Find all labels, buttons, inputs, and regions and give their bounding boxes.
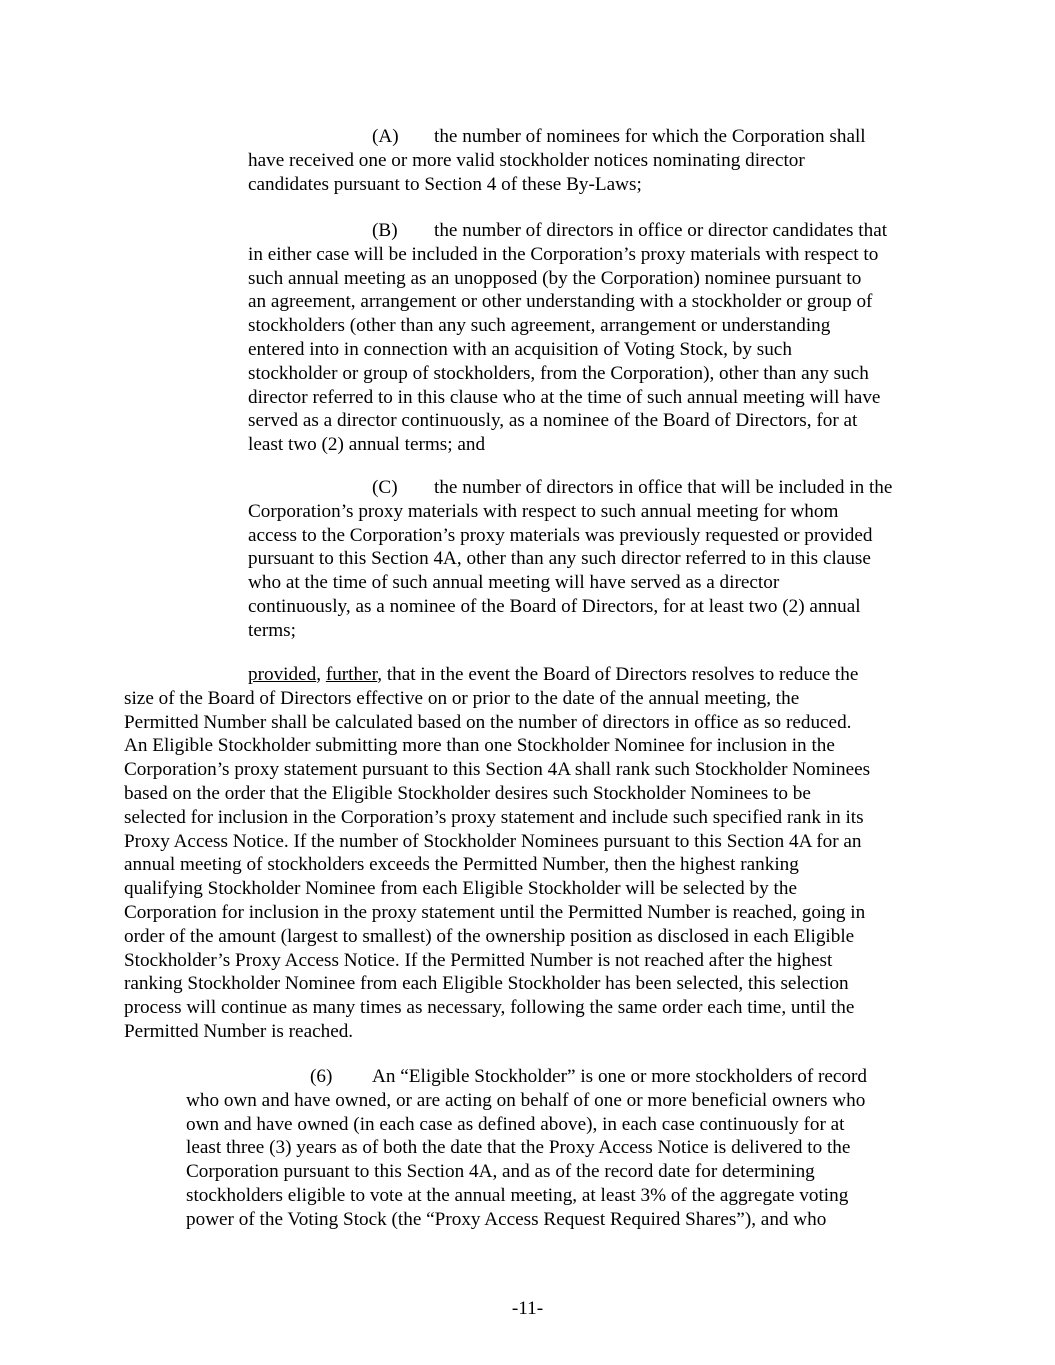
- clause-a-label: (A): [372, 126, 399, 147]
- page-number: -11-: [511, 1298, 544, 1319]
- proviso-line: Permitted Number shall be calculated based on the number of directors in office as so reduced.: [124, 711, 852, 733]
- clause-a: [248, 125, 866, 196]
- clause-c-label: (C): [372, 477, 398, 498]
- clause-b-line: an agreement, arrangement or other understanding with a stockholder or group of: [248, 291, 873, 313]
- proviso-line: qualifying Stockholder Nominee from each Eligible Stockholder will be selected by the: [124, 878, 797, 900]
- item-6-line: stockholders eligible to vote at the annual meeting, at least 3% of the aggregate voting: [186, 1184, 849, 1206]
- provided-term: provided: [248, 664, 317, 685]
- proviso-line: Permitted Number is reached.: [124, 1020, 354, 1042]
- item-6-line: least three (3) years as of both the date that the Proxy Access Notice is delivered to the: [186, 1137, 851, 1159]
- item-6-line: who own and have owned, or are acting on behalf of one or more beneficial owners who: [186, 1089, 866, 1111]
- clause-c-line: who at the time of such annual meeting will have served as a director: [248, 572, 780, 594]
- clause-b-line: least two (2) annual terms; and: [248, 434, 486, 456]
- clause-c-line: the number of directors in office that will be included in the: [434, 477, 893, 498]
- further-term: further: [325, 664, 378, 685]
- item-6-line: Corporation pursuant to this Section 4A, and as of the record date for determining: [186, 1161, 815, 1183]
- clause-a-line: have received one or more valid stockholder notices nominating director: [248, 149, 805, 171]
- clause-a-line: candidates pursuant to Section 4 of these By-Laws;: [248, 173, 642, 195]
- clause-b-line: in either case will be included in the Corporation’s proxy materials with respect to: [248, 243, 879, 265]
- clause-b-label: (B): [372, 220, 398, 241]
- item-6-line: power of the Voting Stock (the “Proxy Access Request Required Shares”), and who: [186, 1208, 827, 1230]
- clause-c: [248, 476, 892, 643]
- proviso-line: Proxy Access Notice. If the number of Stockholder Nominees pursuant to this Section 4A for an: [124, 830, 862, 852]
- proviso-line: Corporation’s proxy statement pursuant to this Section 4A shall rank such Stockholder Nominees: [124, 759, 871, 781]
- clause-b-line: stockholder or group of stockholders, from the Corporation), other than any such: [248, 362, 869, 384]
- clause-b-line: such annual meeting as an unopposed (by the Corporation) nominee pursuant to: [248, 267, 862, 289]
- proviso-line: An Eligible Stockholder submitting more than one Stockholder Nominee for inclusion in the: [124, 735, 835, 757]
- clause-b: [248, 219, 887, 457]
- proviso-paragraph: provided, further, that in the event the Board of Directors resolves to reduce the size of the Board of Directors effective on or prior to the date of the annual meeting, the Permitted Number shall be calculated based on the number of directors in office as so reduced. An Eligible Stockholder submitting more than one Stockholder Nominee for inclusion in the Corporation’s proxy statement pursuant to this Section 4A shall rank such Stockholder Nominees based on the order that the Eligible Stockholder desires such Stockholder Nominees to be selected for inclusion in the Corporation’s proxy statement and include such specified rank in its Proxy Access Notice. If the number of Stockholder Nominees pursuant to this Section 4A for an annual meeting of stockholders exceeds the Permitted Number, then the highest ranking qualifying Stockholder Nominee from each Eligible Stockholder will be selected by the Corporation for inclusion in the proxy statement until the Permitted Number is reached, going in order of the amount (largest to smallest) of the ownership position as disclosed in each Eligible Stockholder’s Proxy Access Notice. If the Permitted Number is not reached after the highest ranking Stockholder Nominee from each Eligible Stockholder has been selected, this selection process will continue as many times as necessary, following the same order each time, until the Permitted Number is reached.: [124, 664, 871, 1042]
- clause-c-line: access to the Corporation’s proxy materials was previously requested or provided: [248, 524, 873, 546]
- proviso-line: process will continue as many times as necessary, following the same order each time, until the: [124, 997, 855, 1019]
- item-6-line: An “Eligible Stockholder” is one or more stockholders of record: [372, 1066, 868, 1087]
- proviso-line: order of the amount (largest to smallest) of the ownership position as disclosed in each Eligible: [124, 925, 855, 947]
- clause-a-line: the number of nominees for which the Corporation shall: [434, 126, 866, 147]
- item-6-line: own and have owned (in each case as defined above), in each case continuously for at: [186, 1113, 845, 1135]
- clause-b-line: stockholders (other than any such agreement, arrangement or understanding: [248, 315, 831, 337]
- clause-c-line: continuously, as a nominee of the Board of Directors, for at least two (2) annual: [248, 595, 861, 617]
- clause-b-line: the number of directors in office or director candidates that: [434, 220, 888, 241]
- proviso-line: annual meeting of stockholders exceeds the Permitted Number, then the highest ranking: [124, 854, 799, 876]
- clause-c-line: pursuant to this Section 4A, other than any such director referred to in this clause: [248, 548, 871, 570]
- proviso-line: size of the Board of Directors effective on or prior to the date of the annual meeting, the: [124, 687, 800, 709]
- proviso-line: Stockholder’s Proxy Access Notice. If the Permitted Number is not reached after the highest: [124, 949, 833, 971]
- clause-c-line: terms;: [248, 619, 296, 641]
- clause-b-line: director referred to in this clause who at the time of such annual meeting will have: [248, 386, 881, 408]
- proviso-line: selected for inclusion in the Corporation’s proxy statement and include such specified rank in its: [124, 806, 864, 828]
- item-6-paragraph: [186, 1065, 867, 1232]
- proviso-line: ranking Stockholder Nominee from each Eligible Stockholder has been selected, this selection: [124, 973, 849, 995]
- proviso-line: based on the order that the Eligible Stockholder desires such Stockholder Nominees to be: [124, 782, 811, 804]
- item-6-label: (6): [310, 1066, 333, 1087]
- clause-b-line: served as a director continuously, as a nominee of the Board of Directors, for at: [248, 410, 858, 432]
- clause-b-line: entered into in connection with an acquisition of Voting Stock, by such: [248, 338, 792, 360]
- proviso-line: Corporation for inclusion in the proxy statement until the Permitted Number is reached, going in: [124, 901, 866, 923]
- clause-c-line: Corporation’s proxy materials with respect to such annual meeting for whom: [248, 500, 839, 522]
